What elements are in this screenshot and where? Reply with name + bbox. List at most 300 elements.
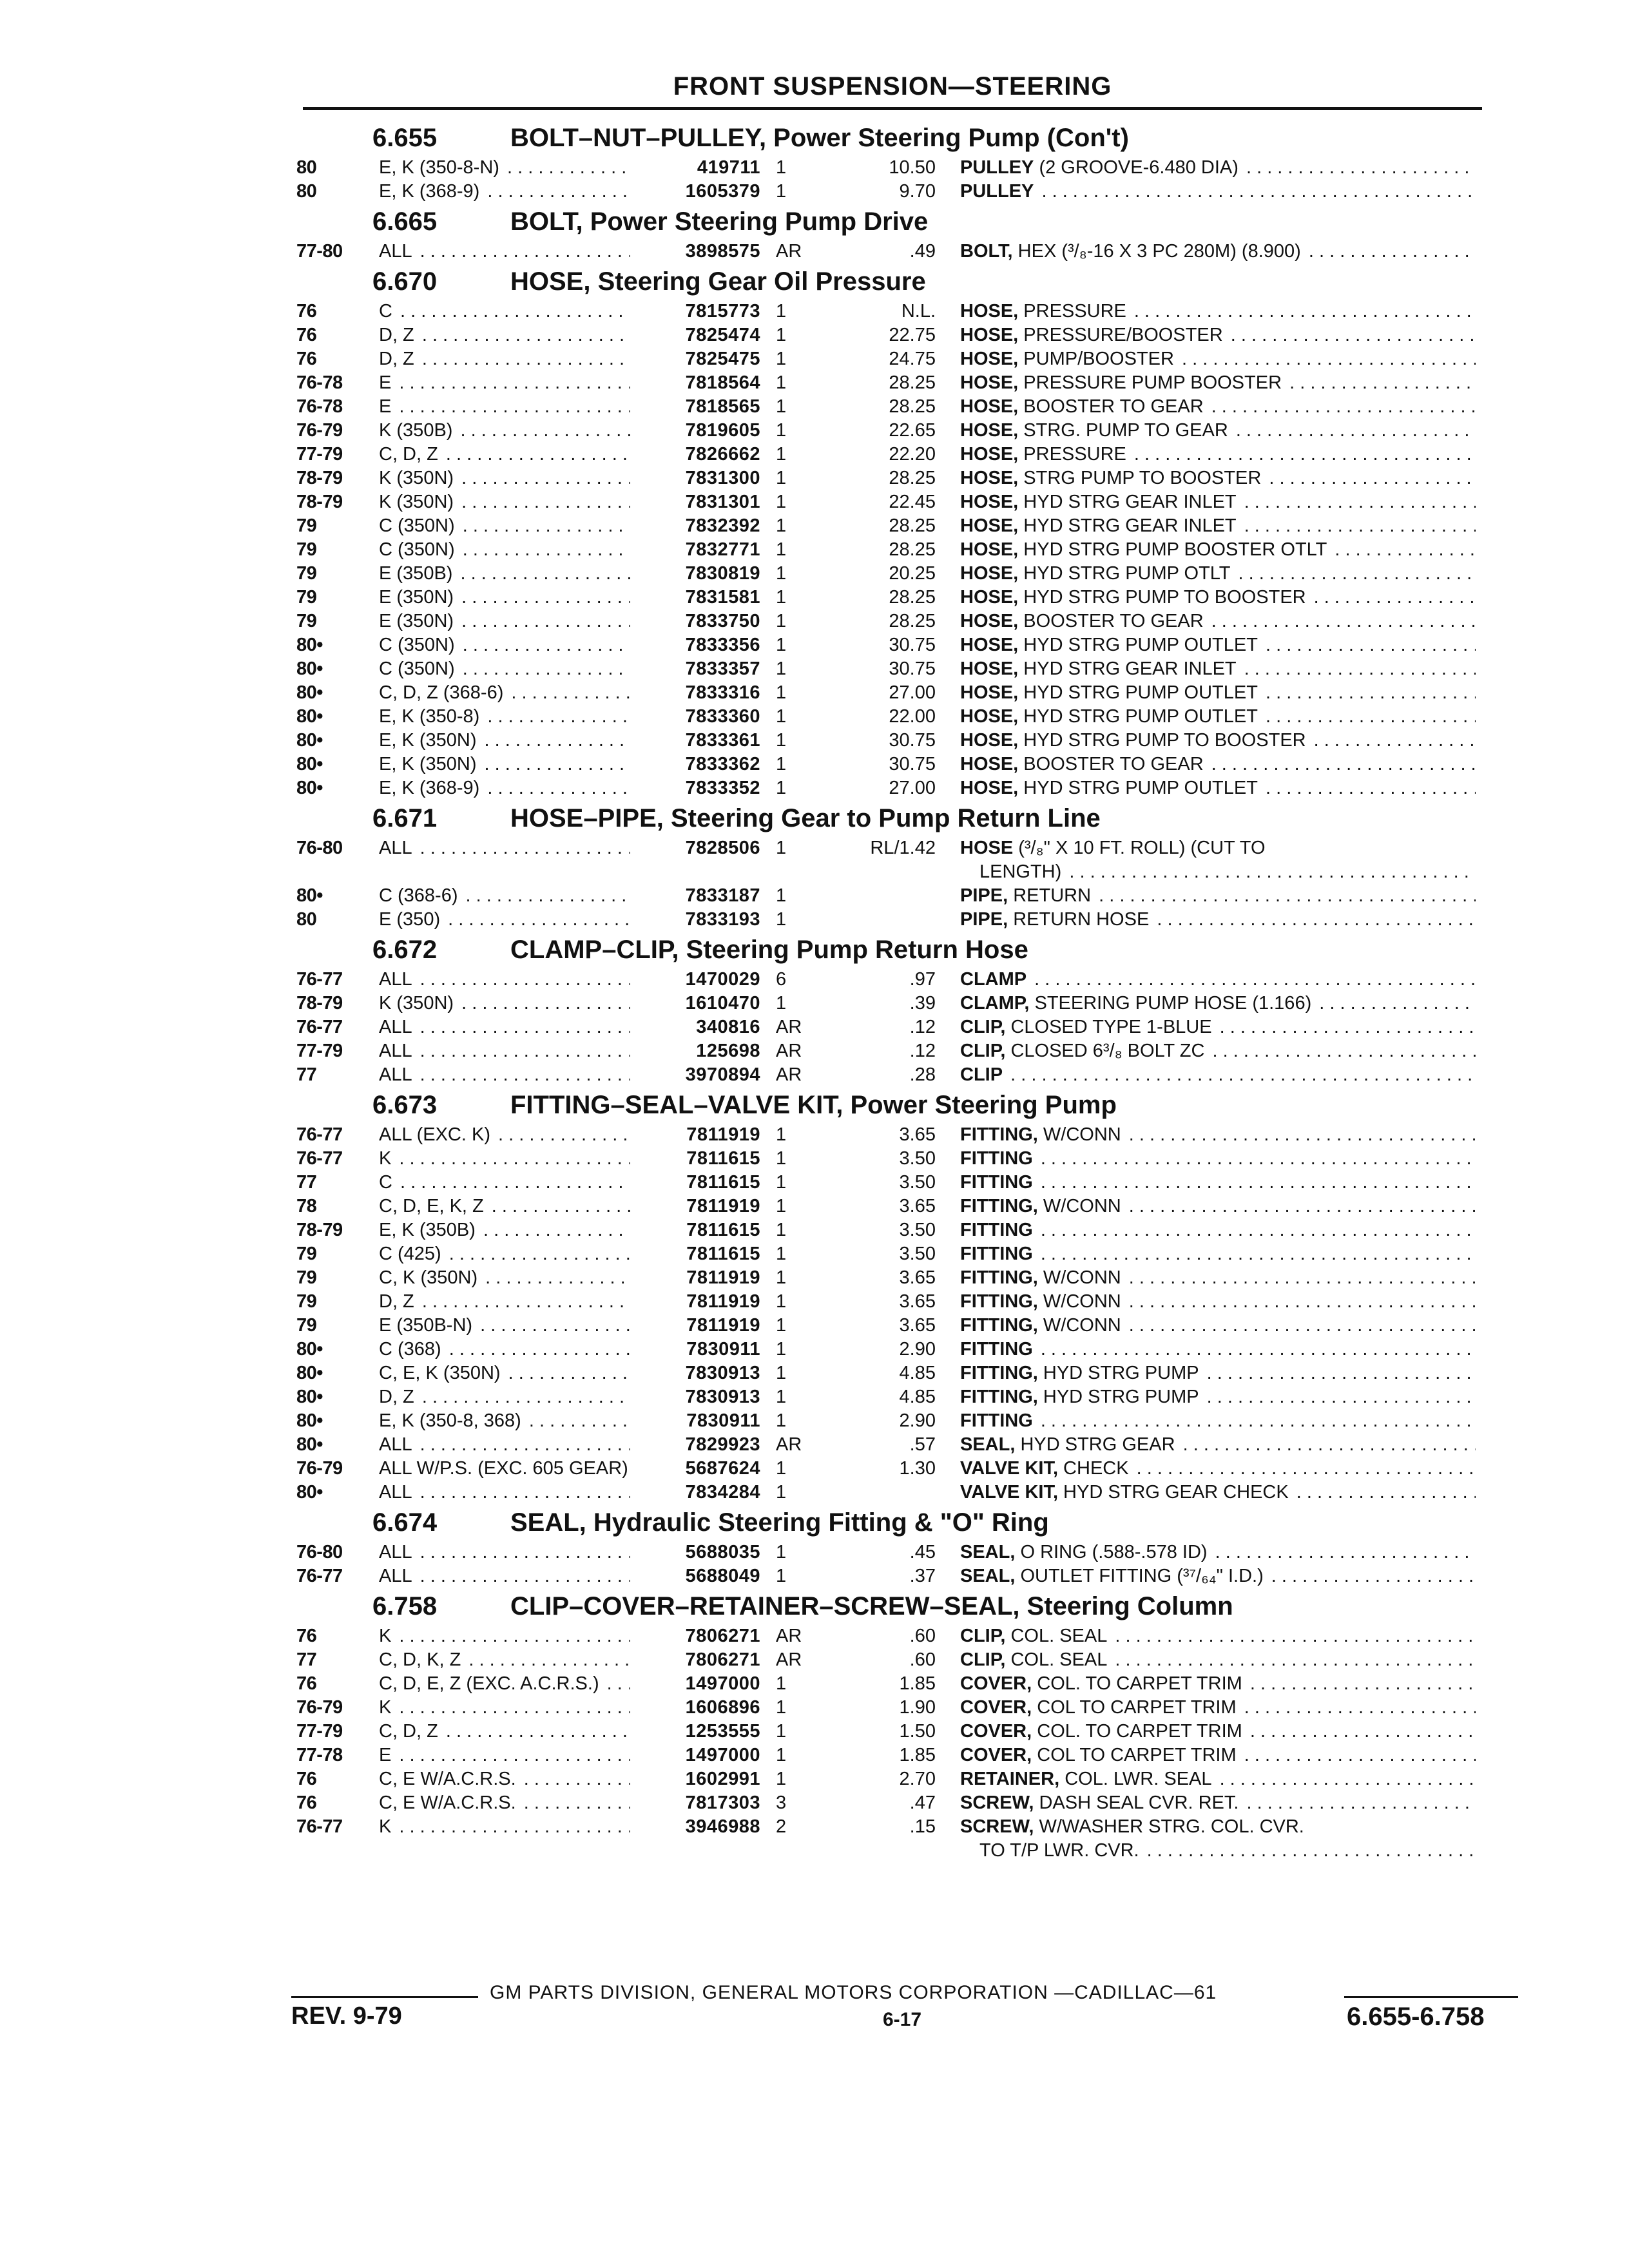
part-name: HOSE, xyxy=(960,611,1019,631)
part-description xyxy=(960,514,1476,538)
part-description xyxy=(960,1242,1476,1266)
series-code-text: E xyxy=(379,1745,394,1765)
part-description xyxy=(960,836,1476,860)
series-code-text: C, D, K, Z xyxy=(379,1649,463,1670)
part-description xyxy=(960,657,1476,681)
model-year: 78-79 xyxy=(296,468,343,488)
series-code-text: C (368-6) xyxy=(379,885,461,906)
part-description xyxy=(960,240,1476,264)
table-row xyxy=(296,633,1501,657)
quantity: 1 xyxy=(776,1244,787,1264)
part-name: FITTING xyxy=(960,1148,1033,1169)
part-description-text xyxy=(960,1482,1291,1503)
series-code xyxy=(379,1564,630,1588)
part-number: 7825475 xyxy=(685,349,760,369)
price: 30.75 xyxy=(889,635,936,655)
table-row xyxy=(296,562,1501,586)
part-description xyxy=(960,1385,1476,1409)
series-code-text: C (350N) xyxy=(379,635,458,655)
quantity: 1 xyxy=(776,1148,787,1169)
table-row xyxy=(296,992,1501,1015)
model-year: 76-77 xyxy=(296,969,343,990)
section-heading xyxy=(296,1087,1501,1123)
part-detail: HYD STRG GEAR CHECK xyxy=(1058,1482,1289,1503)
part-name: COVER, xyxy=(960,1697,1032,1718)
part-detail: CLOSED TYPE 1-BLUE xyxy=(1005,1017,1212,1037)
table-row xyxy=(296,156,1501,180)
part-name: COVER, xyxy=(960,1745,1032,1765)
part-number: 7830911 xyxy=(686,1339,760,1360)
section-heading xyxy=(296,800,1501,836)
table-row xyxy=(296,1290,1501,1314)
series-code xyxy=(379,1361,630,1385)
part-number: 7811615 xyxy=(686,1220,760,1240)
part-description xyxy=(960,1791,1476,1815)
part-description-text xyxy=(960,515,1239,536)
table-row xyxy=(296,681,1501,705)
quantity: 1 xyxy=(776,1410,787,1431)
part-number: 7833357 xyxy=(685,658,760,679)
quantity: 1 xyxy=(776,1745,787,1765)
part-name: HOSE, xyxy=(960,349,1019,369)
part-detail: HEX (³/₈-16 X 3 PC 280M) (8.900) xyxy=(1012,241,1301,262)
series-code xyxy=(379,1672,630,1696)
series-code xyxy=(379,490,630,514)
table-row xyxy=(296,323,1501,347)
part-name: CLIP, xyxy=(960,1017,1006,1037)
part-number: 5688035 xyxy=(685,1542,760,1562)
model-year: 79 xyxy=(296,563,317,584)
part-description xyxy=(960,884,1476,908)
table-row xyxy=(296,657,1501,681)
model-year: 80 xyxy=(296,157,317,178)
price: .28 xyxy=(909,1064,936,1085)
quantity: 1 xyxy=(776,611,787,631)
series-code-text: ALL xyxy=(379,1566,415,1586)
series-code-text: ALL xyxy=(379,1542,415,1562)
part-description xyxy=(960,1696,1476,1720)
part-description xyxy=(960,1361,1476,1385)
part-number: 3970894 xyxy=(685,1064,760,1085)
part-number: 7833750 xyxy=(685,611,760,631)
part-detail: HYD STRG PUMP BOOSTER OTLT xyxy=(1018,539,1327,560)
section-title: HOSE, Steering Gear Oil Pressure xyxy=(510,267,926,296)
series-code-text: E, K (350N) xyxy=(379,754,479,774)
part-detail: HYD STRG GEAR INLET xyxy=(1018,658,1237,679)
footer-rule-left xyxy=(291,1996,478,1998)
series-code-text: ALL xyxy=(379,1041,415,1061)
table-row xyxy=(296,1361,1501,1385)
series-code-text: E (350N) xyxy=(379,611,456,631)
quantity: 1 xyxy=(776,1267,787,1288)
table-row xyxy=(296,1409,1501,1433)
quantity: 1 xyxy=(776,325,787,345)
part-description-text xyxy=(960,587,1309,608)
header-rule xyxy=(303,107,1482,110)
model-year: 79 xyxy=(296,587,317,608)
series-code-text: C (350N) xyxy=(379,515,458,536)
table-row xyxy=(296,1696,1501,1720)
series-code xyxy=(379,1433,630,1457)
table-row xyxy=(296,240,1501,264)
part-detail: PRESSURE xyxy=(1018,444,1126,465)
part-description xyxy=(960,1720,1476,1744)
part-detail: STRG PUMP TO BOOSTER xyxy=(1018,468,1262,488)
part-number: 7831300 xyxy=(685,468,760,488)
part-name: FITTING, xyxy=(960,1291,1038,1312)
series-code-text: E, K (350-8, 368) xyxy=(379,1410,524,1431)
table-row xyxy=(296,705,1501,729)
part-name: SCREW, xyxy=(960,1816,1034,1837)
price: 28.25 xyxy=(889,539,936,560)
quantity: 1 xyxy=(776,372,787,393)
part-description-text xyxy=(960,444,1129,465)
part-detail: COL. TO CARPET TRIM xyxy=(1032,1721,1242,1742)
quantity: 1 xyxy=(776,838,787,858)
quantity: 1 xyxy=(776,993,787,1014)
part-name: HOSE, xyxy=(960,706,1019,727)
model-year: 76-77 xyxy=(296,1148,343,1169)
table-row xyxy=(296,1672,1501,1696)
part-detail: PRESSURE/BOOSTER xyxy=(1018,325,1223,345)
series-code xyxy=(379,323,630,347)
footer-section-range: 6.655-6.758 xyxy=(1347,2003,1485,2031)
price: 22.65 xyxy=(889,420,936,441)
series-code xyxy=(379,538,630,562)
table-row xyxy=(296,347,1501,371)
quantity: 1 xyxy=(776,778,787,798)
model-year: 76-80 xyxy=(296,1542,343,1562)
series-code xyxy=(379,1744,630,1767)
quantity: 1 xyxy=(776,1387,787,1407)
table-row xyxy=(296,1791,1501,1815)
section-title: SEAL, Hydraulic Steering Fitting & "O" Ring xyxy=(510,1508,1049,1537)
part-name: COVER, xyxy=(960,1673,1032,1694)
model-year: 80• xyxy=(296,635,323,655)
model-year: 76-77 xyxy=(296,1124,343,1145)
table-row xyxy=(296,1767,1501,1791)
part-description xyxy=(960,1218,1476,1242)
part-detail: COL TO CARPET TRIM xyxy=(1032,1745,1237,1765)
series-code xyxy=(379,240,630,264)
series-code xyxy=(379,1409,630,1433)
model-year: 79 xyxy=(296,1267,317,1288)
part-description-text xyxy=(960,563,1233,584)
series-code-text: E, K (368-9) xyxy=(379,181,482,202)
part-description xyxy=(960,586,1476,610)
model-year: 80• xyxy=(296,730,323,751)
price: 3.65 xyxy=(899,1196,936,1216)
part-name: CLIP, xyxy=(960,1626,1006,1646)
part-number: 7815773 xyxy=(685,301,760,322)
part-description-text xyxy=(960,778,1260,798)
part-detail: BOOSTER TO GEAR xyxy=(1018,754,1204,774)
part-description-text xyxy=(960,1542,1210,1562)
series-code xyxy=(379,395,630,419)
footer-publisher: GM PARTS DIVISION, GENERAL MOTORS CORPORATION —CADILLAC—61 xyxy=(490,1982,1217,2003)
model-year: 80• xyxy=(296,658,323,679)
part-number: 1606896 xyxy=(685,1697,760,1718)
quantity: 1 xyxy=(776,1196,787,1216)
quantity: 1 xyxy=(776,730,787,751)
part-number: 7833362 xyxy=(685,754,760,774)
quantity: 1 xyxy=(776,1566,787,1586)
model-year: 78-79 xyxy=(296,993,343,1014)
price: .47 xyxy=(909,1792,936,1813)
quantity: 1 xyxy=(776,1363,787,1383)
quantity: AR xyxy=(776,1649,802,1670)
series-code xyxy=(379,1541,630,1564)
part-description xyxy=(960,776,1476,800)
part-name: BOLT, xyxy=(960,241,1013,262)
part-description-text xyxy=(960,635,1260,655)
part-description-text xyxy=(960,969,1029,990)
price: RL/1.42 xyxy=(870,838,936,858)
part-description xyxy=(960,1266,1476,1290)
series-code xyxy=(379,681,630,705)
part-description-text xyxy=(960,1172,1036,1193)
part-description-text xyxy=(960,1769,1215,1789)
series-code-text: K xyxy=(379,1697,394,1718)
model-year: 76 xyxy=(296,349,317,369)
part-detail: O RING (.588-.578 ID) xyxy=(1015,1542,1208,1562)
part-detail: HYD STRG GEAR INLET xyxy=(1018,515,1237,536)
part-number: 7833361 xyxy=(685,730,760,751)
part-detail: HYD STRG PUMP OUTLET xyxy=(1018,706,1258,727)
table-row xyxy=(296,466,1501,490)
part-description xyxy=(960,466,1476,490)
series-code-text: C (425) xyxy=(379,1244,444,1264)
part-number: 1497000 xyxy=(685,1673,760,1694)
price: 10.50 xyxy=(889,157,936,178)
table-row xyxy=(296,1147,1501,1171)
model-year: 76-78 xyxy=(296,372,343,393)
part-description xyxy=(960,1063,1476,1087)
quantity: 3 xyxy=(776,1792,787,1813)
part-description xyxy=(960,1457,1476,1481)
series-code-text: ALL xyxy=(379,1482,415,1503)
part-number: 7825474 xyxy=(685,325,760,345)
part-description-text xyxy=(960,372,1284,393)
series-code-text: C xyxy=(379,1172,395,1193)
part-number: 1610470 xyxy=(685,993,760,1014)
quantity: 1 xyxy=(776,539,787,560)
part-number: 3946988 xyxy=(685,1816,760,1837)
series-code xyxy=(379,562,630,586)
table-row xyxy=(296,776,1501,800)
part-description xyxy=(960,562,1476,586)
table-row xyxy=(296,1433,1501,1457)
part-number: 5688049 xyxy=(685,1566,760,1586)
series-code xyxy=(379,347,630,371)
series-code xyxy=(379,586,630,610)
series-code-text: ALL xyxy=(379,1017,415,1037)
table-row xyxy=(296,1218,1501,1242)
footer-revision: REV. 9-79 xyxy=(291,2003,402,2030)
part-name: HOSE, xyxy=(960,658,1019,679)
model-year: 79 xyxy=(296,611,317,631)
table-row xyxy=(296,371,1501,395)
model-year: 77 xyxy=(296,1172,317,1193)
series-code-text: D, Z xyxy=(379,1387,417,1407)
part-detail: PRESSURE xyxy=(1018,301,1126,322)
part-detail: W/CONN xyxy=(1037,1267,1121,1288)
footer-rule-right xyxy=(1344,1996,1518,1998)
part-description xyxy=(960,1541,1476,1564)
quantity: 1 xyxy=(776,396,787,417)
part-description-text xyxy=(960,1434,1178,1455)
table-row xyxy=(296,1457,1501,1481)
part-number: 7833352 xyxy=(685,778,760,798)
part-description-text xyxy=(960,1649,1110,1670)
quantity: AR xyxy=(776,1041,802,1061)
quantity: AR xyxy=(776,1434,802,1455)
part-detail: RETURN HOSE xyxy=(1008,909,1150,930)
part-description xyxy=(960,180,1476,204)
series-code-text: E, K (350N) xyxy=(379,730,479,751)
model-year: 80 xyxy=(296,181,317,202)
part-description xyxy=(960,1433,1476,1457)
part-name: CLIP, xyxy=(960,1649,1006,1670)
part-number: 7832771 xyxy=(685,539,760,560)
part-detail: COL TO CARPET TRIM xyxy=(1032,1697,1237,1718)
part-detail: W/CONN xyxy=(1037,1196,1121,1216)
section-number: 6.665 xyxy=(372,207,438,236)
part-name: HOSE, xyxy=(960,539,1019,560)
quantity: 1 xyxy=(776,1124,787,1145)
model-year: 76 xyxy=(296,1626,317,1646)
model-year: 76-78 xyxy=(296,396,343,417)
series-code xyxy=(379,1015,630,1039)
part-detail: STRG. PUMP TO GEAR xyxy=(1018,420,1228,441)
section-number: 6.672 xyxy=(372,936,438,964)
series-code-text: K xyxy=(379,1816,394,1837)
part-name: FITTING xyxy=(960,1244,1033,1264)
part-name: SEAL, xyxy=(960,1542,1016,1562)
part-name: VALVE KIT, xyxy=(960,1482,1058,1503)
series-code-text: E xyxy=(379,372,394,393)
part-name: SCREW, xyxy=(960,1792,1034,1813)
series-code-text: E, K (350-8-N) xyxy=(379,157,502,178)
price: 22.75 xyxy=(889,325,936,345)
series-code-text: C, D, Z (368-6) xyxy=(379,682,506,703)
model-year: 79 xyxy=(296,539,317,560)
part-description-text xyxy=(960,181,1036,202)
model-year: 80• xyxy=(296,754,323,774)
model-year: 76-77 xyxy=(296,1816,343,1837)
section-title: FITTING–SEAL–VALVE KIT, Power Steering Pump xyxy=(510,1091,1117,1119)
part-description-text xyxy=(960,1220,1036,1240)
series-code xyxy=(379,300,630,323)
series-code-text: E xyxy=(379,396,394,417)
series-code-text: E, K (350-8) xyxy=(379,706,482,727)
part-number: 7826662 xyxy=(685,444,760,465)
part-description-text xyxy=(960,1315,1124,1336)
part-description xyxy=(960,419,1476,443)
series-code xyxy=(379,884,630,908)
quantity: 1 xyxy=(776,1482,787,1503)
series-code-text: E (350N) xyxy=(379,587,456,608)
part-description xyxy=(960,610,1476,633)
part-description xyxy=(960,490,1476,514)
model-year: 76-79 xyxy=(296,1697,343,1718)
part-description-text xyxy=(960,730,1309,751)
part-detail: W/WASHER STRG. COL. CVR. xyxy=(1034,1816,1304,1837)
part-number: 7831581 xyxy=(685,587,760,608)
part-number: 7811919 xyxy=(686,1315,760,1336)
series-code-text: E, K (368-9) xyxy=(379,778,482,798)
part-description xyxy=(960,1290,1476,1314)
price: .12 xyxy=(909,1017,936,1037)
series-code xyxy=(379,1481,630,1504)
part-name: FITTING xyxy=(960,1220,1033,1240)
series-code-text: C (350N) xyxy=(379,539,458,560)
section-heading xyxy=(296,264,1501,300)
part-detail: W/CONN xyxy=(1037,1124,1121,1145)
part-name: FITTING, xyxy=(960,1267,1038,1288)
part-description-text xyxy=(960,1124,1124,1145)
table-row xyxy=(296,419,1501,443)
quantity: 1 xyxy=(776,157,787,178)
part-detail: HYD STRG GEAR xyxy=(1015,1434,1175,1455)
part-description-text xyxy=(960,1566,1266,1586)
quantity: 1 xyxy=(776,492,787,512)
model-year: 80• xyxy=(296,885,323,906)
part-description-text xyxy=(960,1291,1124,1312)
quantity: 6 xyxy=(776,969,787,990)
price: .12 xyxy=(909,1041,936,1061)
model-year: 79 xyxy=(296,1291,317,1312)
series-code xyxy=(379,156,630,180)
table-row xyxy=(296,300,1501,323)
part-description-continued xyxy=(979,860,1476,884)
part-description-text xyxy=(960,1745,1239,1765)
part-number: 5687624 xyxy=(685,1458,760,1479)
model-year: 79 xyxy=(296,515,317,536)
price: 22.20 xyxy=(889,444,936,465)
series-code xyxy=(379,968,630,992)
series-code xyxy=(379,1767,630,1791)
part-description-text xyxy=(960,1041,1207,1061)
series-code-text: C, D, Z xyxy=(379,1721,441,1742)
part-detail: HYD STRG PUMP OUTLET xyxy=(1018,778,1258,798)
part-description-text xyxy=(960,301,1129,322)
table-row xyxy=(296,1039,1501,1063)
part-number: 7830913 xyxy=(685,1363,760,1383)
series-code xyxy=(379,1123,630,1147)
part-detail: COL. SEAL xyxy=(1005,1626,1108,1646)
part-name: HOSE, xyxy=(960,515,1019,536)
part-number: 7830819 xyxy=(685,563,760,584)
part-detail: HYD STRG PUMP xyxy=(1037,1363,1199,1383)
series-code xyxy=(379,633,630,657)
quantity: 1 xyxy=(776,587,787,608)
part-description xyxy=(960,1815,1476,1839)
part-detail: W/CONN xyxy=(1037,1315,1121,1336)
series-code-text: E, K (350B) xyxy=(379,1220,478,1240)
part-name: HOSE, xyxy=(960,563,1019,584)
price: 30.75 xyxy=(889,658,936,679)
series-code-text: C, E W/A.C.R.S. xyxy=(379,1792,519,1813)
part-number: 1602991 xyxy=(685,1769,760,1789)
part-name: HOSE, xyxy=(960,635,1019,655)
part-description-text xyxy=(960,838,1268,858)
part-detail: BOOSTER TO GEAR xyxy=(1018,611,1204,631)
model-year: 80• xyxy=(296,778,323,798)
part-name: FITTING, xyxy=(960,1363,1038,1383)
part-name: FITTING, xyxy=(960,1124,1038,1145)
part-detail: HYD STRG PUMP TO BOOSTER xyxy=(1018,730,1306,751)
